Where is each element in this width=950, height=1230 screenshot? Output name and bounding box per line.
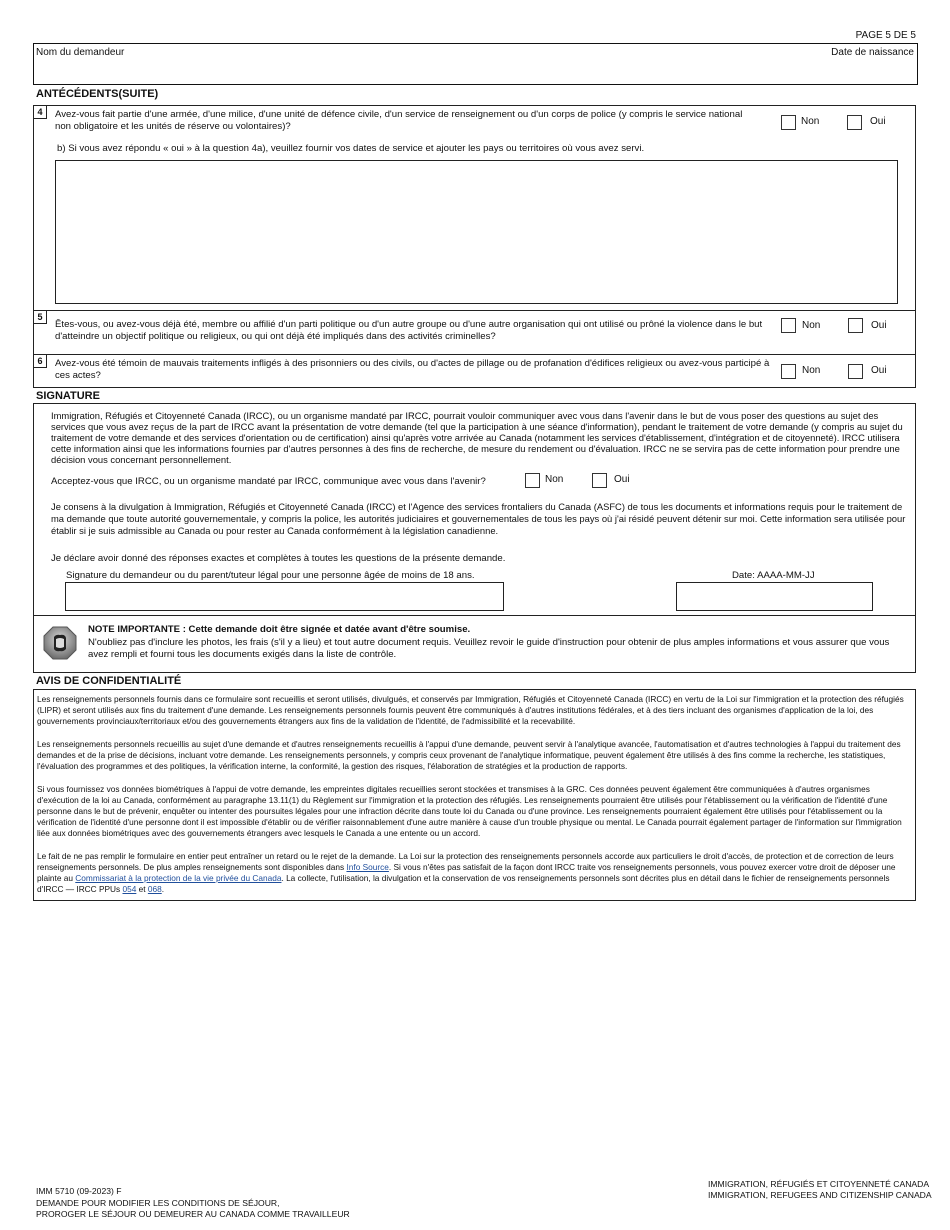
privacy-commissioner-link[interactable]: Commissariat à la protection de la vie privée du Canada <box>75 873 282 883</box>
contact-yes-label: Oui <box>614 474 630 485</box>
privacy-paragraph-4 <box>37 851 912 895</box>
department-name-en: IMMIGRATION, REFUGEES AND CITIZENSHIP CANADA <box>708 1190 932 1200</box>
question-4-text: Avez-vous fait partie d'une armée, d'une milice, d'une unité de défence civile, d'un service de renseignement ou d'un corps de police (y compris le service national non obligatoire et les unités de réserve ou volontaires)? <box>55 109 743 132</box>
signature-label: Signature du demandeur ou du parent/tuteur légal pour une personne âgée de moins de 18 ans. <box>66 570 475 581</box>
question-number: 6 <box>33 354 47 368</box>
q4-no-checkbox[interactable] <box>781 115 796 130</box>
declaration-text: Je déclare avoir donné des réponses exactes et complètes à toutes les questions de la présente demande. <box>51 553 506 564</box>
q6-yes-checkbox[interactable] <box>848 364 863 379</box>
contact-question-text: Acceptez-vous que IRCC, ou un organisme mandaté par IRCC, communique avec vous dans l'avenir? <box>51 476 486 487</box>
date-of-birth-label: Date de naissance <box>831 47 914 58</box>
q4-yes-label: Oui <box>870 116 886 127</box>
date-field[interactable] <box>676 582 873 611</box>
privacy-p4-text-e: . <box>161 884 165 894</box>
privacy-paragraph-3: Si vous fournissez vos données biométriques à l'appui de votre demande, les empreintes digitales recueillies seront stockées et transmises à la GRC. Ces données peuvent également être communiquées à d'autres organismes d'exécution de la loi au Canada, conformément au paragraphe 13.11(1) du Règlement sur l'immigration et la protection des réfugiés. Les renseignements pourraient être utilisés pour l'établissement ou la vérification de l'identité d'une personne dans le but de prévenir, enquêter ou intenter des poursuites légales pour une infraction décrite dans toute loi du Canada ou d'une province. Les renseignements pourraient également être utilisés pour l'établissement ou la vérification de l'identité d'une personne dont il est impossible d'établir ou de vérifier raisonnablement d'une autre manière à cause d'un trouble physique ou mental. Le Canada pourrait également partager de l'information sur l'immigration liée aux données biométriques avec des gouvernements étrangers avec lesquels le Canada a une entente ou un accord. <box>37 784 902 838</box>
question-number: 5 <box>33 310 47 324</box>
privacy-p4-text-c: . La collecte, l'utilisation, la divulgation et la conservation de vos renseignements personnels sont décrites plus en détail dans le fichier de renseignements personnels d'IRCC — IRCC PPUs <box>37 873 890 894</box>
q6-yes-label: Oui <box>871 365 887 376</box>
question-number: 4 <box>33 105 47 119</box>
privacy-paragraph-1: Les renseignements personnels fournis dans ce formulaire sont recueillis et seront utilisés, divulgués, et conservés par Immigration, Réfugiés et Citoyenneté Canada (IRCC) en vertu de la Loi sur l'immigration et la protection des réfugiés (LIPR) et seront utilisés aux fins du traitement d'une demande. Les renseignements personnels fournis peuvent être communiqués à d'autres institutions fédérales, et à des tiers incluant des organismes d'application de la loi, des gouvernements provinciaux/territoriaux et/ou des gouvernements étrangers aux fins de la validation de l'identité, de l'admissibilité et la recevabilité. <box>37 694 904 726</box>
question-4b-text: b) Si vous avez répondu « oui » à la question 4a), veuillez fournir vos dates de service et ajouter les pays ou territoires où vous avez servi. <box>57 143 645 154</box>
q5-no-label: Non <box>802 320 821 331</box>
q6-no-checkbox[interactable] <box>781 364 796 379</box>
q5-no-checkbox[interactable] <box>781 318 796 333</box>
form-code: IMM 5710 (09-2023) F <box>36 1186 122 1196</box>
important-note-title: NOTE IMPORTANTE : Cette demande doit être signée et datée avant d'être soumise. <box>88 624 471 635</box>
privacy-p4-text-a: Le fait de ne pas remplir le formulaire en entier peut entraîner un retard ou le rejet de la demande. La Loi sur la protection des renseignements personnels accorde aux particuliers le droit d'accès, de protection et de correction de leurs renseignements personnels. De plus amples renseignements sont disponibles dans <box>37 851 894 872</box>
q4b-service-details-field[interactable] <box>55 160 898 304</box>
signature-field[interactable] <box>65 582 504 611</box>
q6-no-label: Non <box>802 365 821 376</box>
question-5-text: Êtes-vous, ou avez-vous déjà été, membre ou affilié d'un parti politique ou d'un autre groupe ou d'une autre organisation qui ont utilisé ou prôné la violence dans le but d'atteindre un objectif politique ou religieux, ou qui ont déjà été impliqués dans des activités criminelles? <box>55 319 763 342</box>
applicant-header-box <box>33 43 918 85</box>
contact-consent-paragraph: Immigration, Réfugiés et Citoyenneté Canada (IRCC), ou un organisme mandaté par IRCC, pourrait vouloir communiquer avec vous dans l'avenir dans le but de vous poser des questions au sujet des services que vous avez reçus de la part de IRCC avant la présentation de votre demande (tel que la participation à une séance d'information), pendant le traitement de votre demande (y compris au sujet du traitement de votre demande et des services d'orientation ou de certification) ainsi qu'après votre arrivée au Canada (notamment les services d'établissement, d'intégration et de citoyenneté). IRCC utilisera cette information ainsi que les informations fournies par d'autres personnes à des fins de recherche, de mesure du rendement ou d'évaluation. IRCC ne se servira pas de cette information pour prendre une décision vous concernant personnellement. <box>51 410 903 465</box>
q5-yes-label: Oui <box>871 320 887 331</box>
info-source-link[interactable]: Info Source <box>346 862 389 872</box>
applicant-name-label: Nom du demandeur <box>36 47 125 58</box>
form-title-line-2: PROROGER LE SÉJOUR OU DEMEURER AU CANADA COMME TRAVAILLEUR <box>36 1209 350 1219</box>
q5-yes-checkbox[interactable] <box>848 318 863 333</box>
q4-yes-checkbox[interactable] <box>847 115 862 130</box>
background-section-title: ANTÉCÉDENTS(SUITE) <box>36 88 159 100</box>
privacy-section-title: AVIS DE CONFIDENTIALITÉ <box>36 675 182 687</box>
question-6-text: Avez-vous été témoin de mauvais traitements infligés à des prisonniers ou des civils, ou d'actes de pillage ou de profanation d'édifices religieux ou avez-vous participé à ces actes? <box>55 358 770 381</box>
q4-no-label: Non <box>801 116 820 127</box>
page-number: PAGE 5 DE 5 <box>855 30 916 41</box>
ppu-054-link[interactable]: 054 <box>122 884 137 894</box>
disclosure-consent-paragraph: Je consens à la divulgation à Immigration, Réfugiés et Citoyenneté Canada (IRCC) et l'Agence des services frontaliers du Canada (ASFC) de tous les documents et informations requis pour le traitement de ma demande que toute autorité gouvernementale, y compris la police, les autorités judiciaires et gouvernementales de tous les pays où j'ai résidé peuvent détenir sur moi. Cette information sera utilisée pour établir si je suis admissible au Canada ou pour rester au Canada conformément à la législation canadienne. <box>51 501 906 536</box>
date-label: Date: AAAA-MM-JJ <box>732 570 815 581</box>
ppu-068-link[interactable]: 068 <box>147 884 162 894</box>
privacy-paragraph-2: Les renseignements personnels recueillis au sujet d'une demande et d'autres renseignements recueillis à l'appui d'une demande, peuvent servir à l'analytique avancée, l'automatisation et d'autres technologies à l'appui du traitement des demandes et de la prise de décisions, incluant votre demande. Les renseignements personnels, y compris ceux provenant de l'analytique informatique, peuvent également être utilisés à des fins comme la recherche, les statistiques, l'évaluation des programmes et des politiques, la vérification interne, la conformité, la gestion des risques, l'élaboration de stratégies et la production de rapports. <box>37 739 901 771</box>
privacy-p4-text-b: . Si vous n'êtes pas satisfait de la façon dont IRCC traite vos renseignements personnels, vous pouvez exercer votre droit de déposer une plainte au <box>37 862 896 883</box>
contact-no-checkbox[interactable] <box>525 473 540 488</box>
contact-no-label: Non <box>545 474 564 485</box>
warning-stop-icon <box>42 625 78 661</box>
contact-yes-checkbox[interactable] <box>592 473 607 488</box>
important-note-text: N'oubliez pas d'inclure les photos, les frais (s'il y a lieu) et tout autre document requis. Veuillez revoir le guide d'instruction pour obtenir de plus amples informations et vous assurer que vous avez rempli et fourni tous les documents exigés dans la liste de contrôle. <box>88 637 890 660</box>
department-name-fr: IMMIGRATION, RÉFUGIÉS ET CITOYENNETÉ CANADA <box>708 1179 930 1189</box>
privacy-p4-text-d: et <box>136 884 148 894</box>
form-title-line-1: DEMANDE POUR MODIFIER LES CONDITIONS DE SÉJOUR, <box>36 1198 280 1208</box>
signature-section-title: SIGNATURE <box>36 390 100 402</box>
